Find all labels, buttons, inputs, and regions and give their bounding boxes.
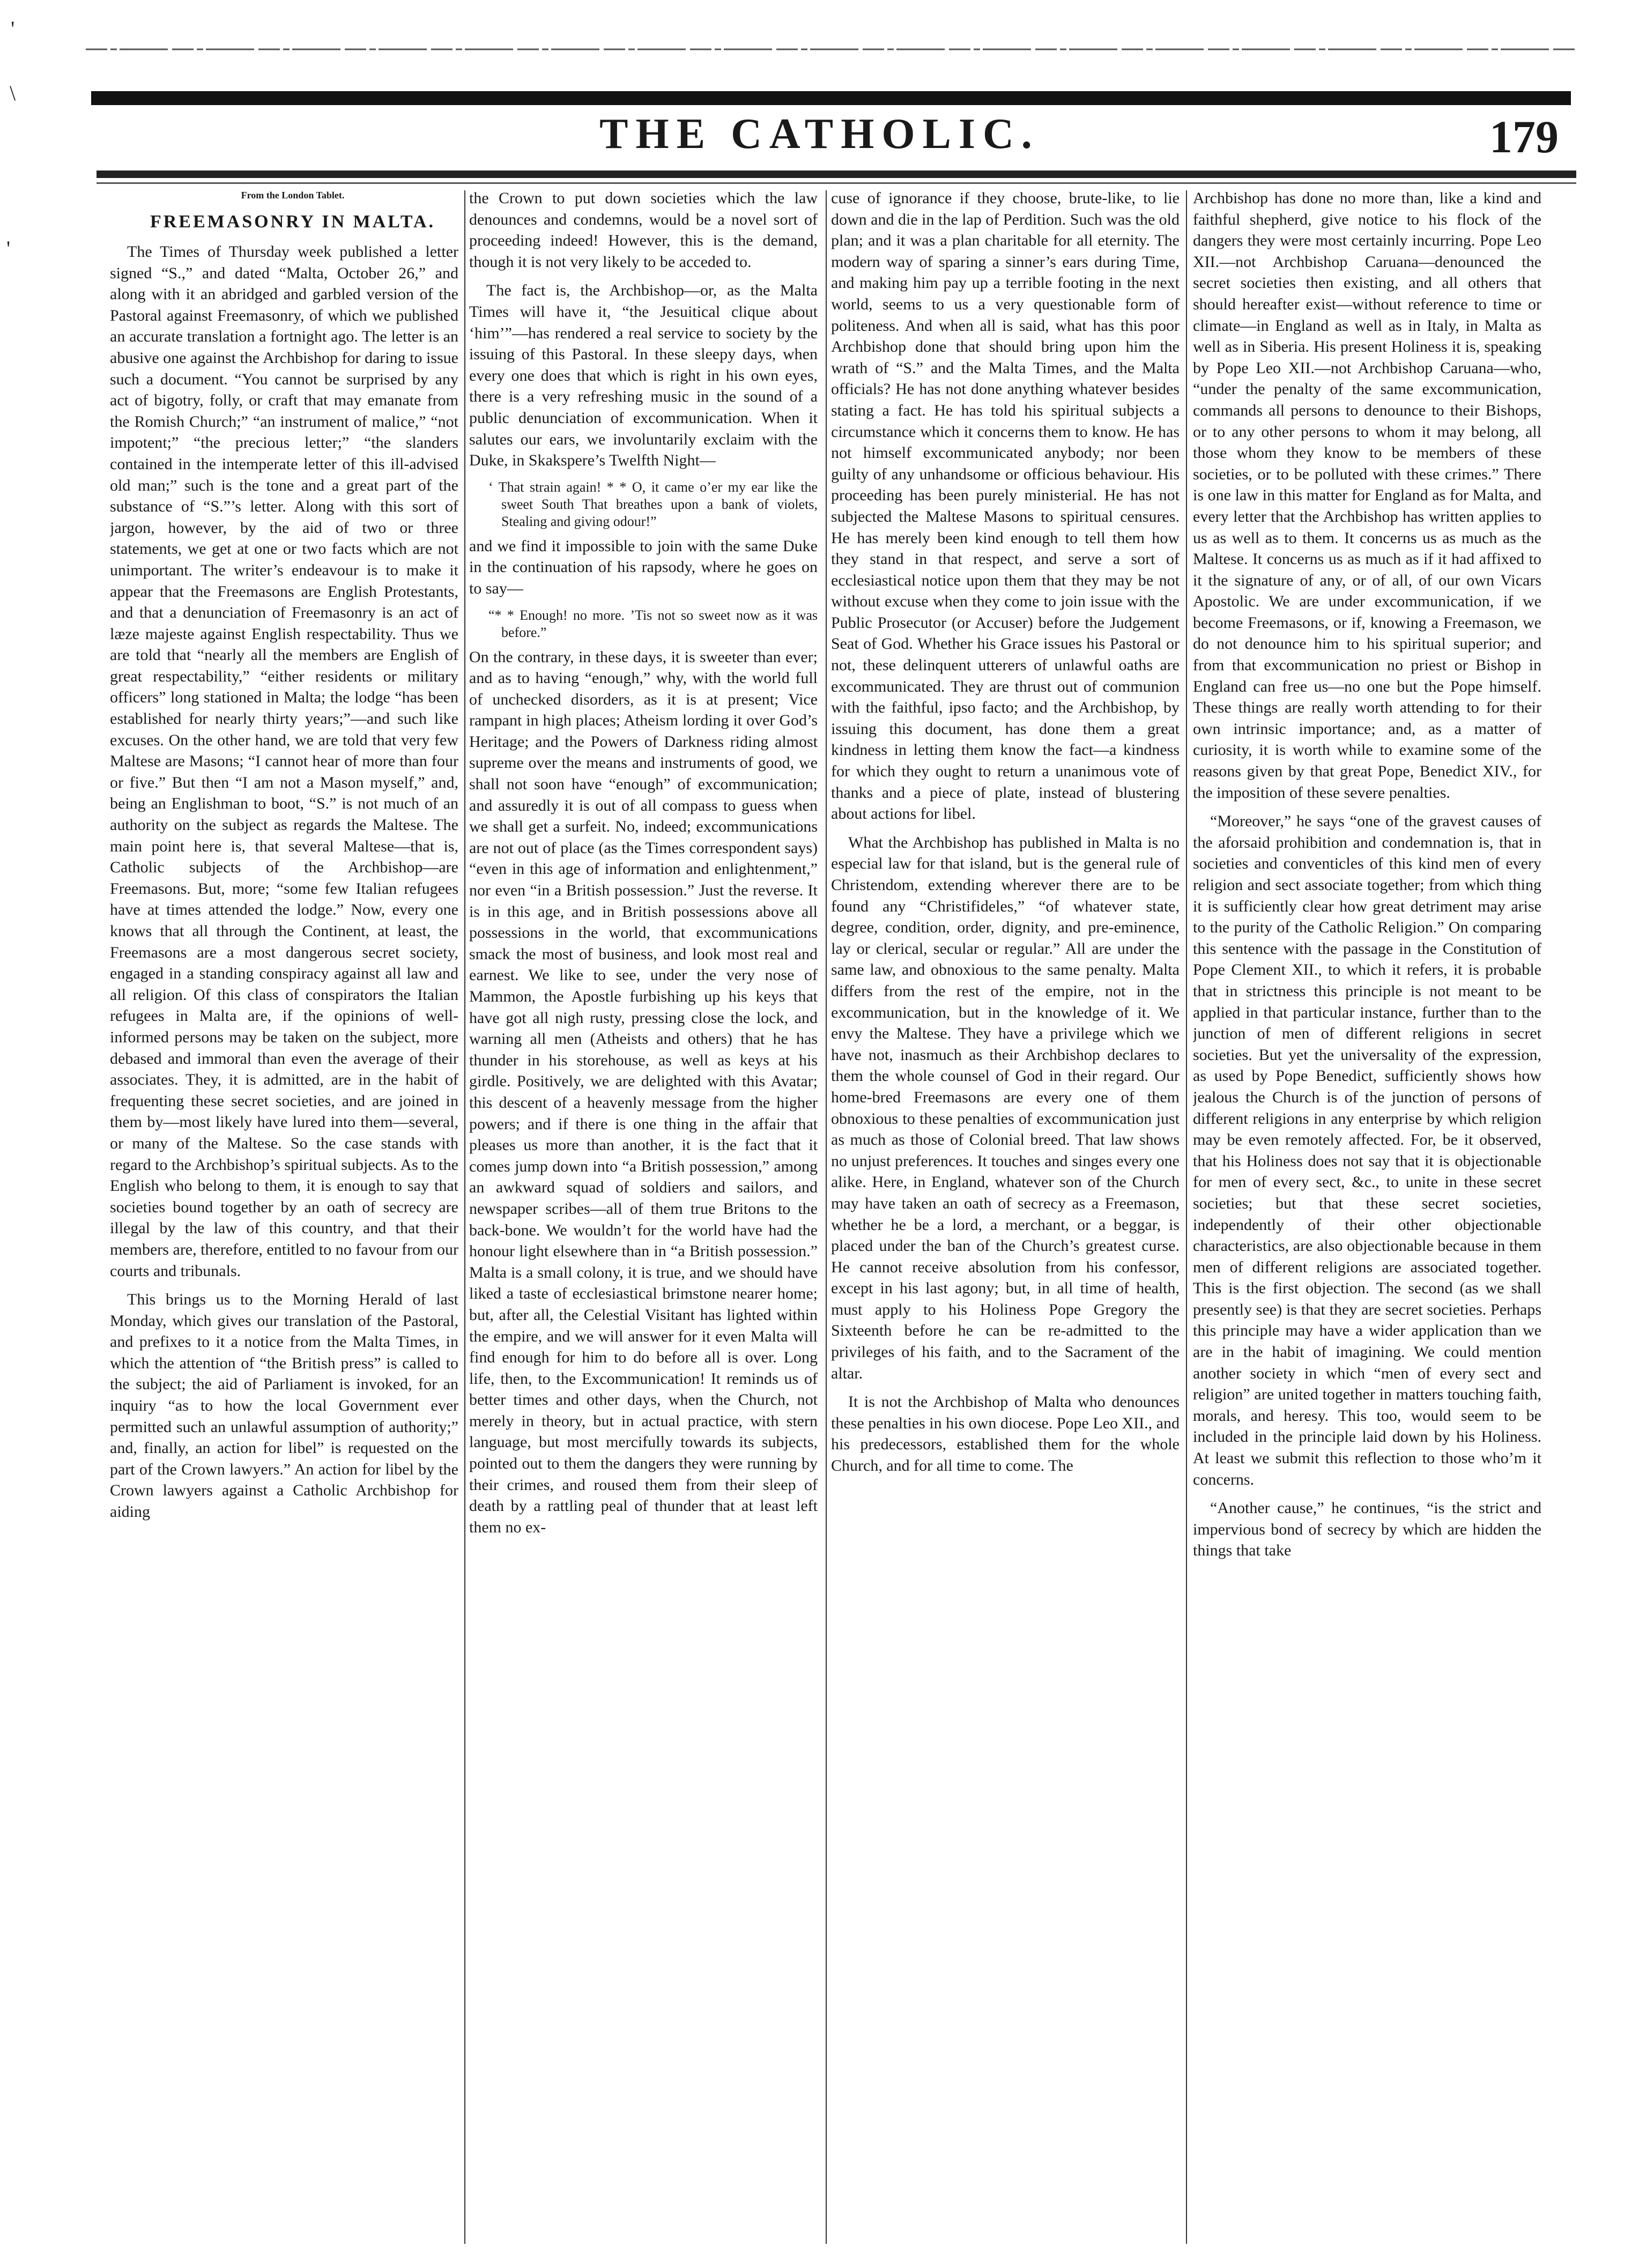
verse-quote: ‘ That strain again! * * O, it came o’er my ear like the sweet South That breathes upon a bank of violets, Stealing and giving odour!” (488, 479, 818, 529)
article-body (110, 188, 1595, 2247)
article-headline: FREEMASONRY IN MALTA. (150, 212, 436, 232)
verse-quote: “* * Enough! no more. ’Tis not so sweet now as it was before.” (488, 607, 818, 640)
top-thick-rule (91, 91, 1571, 105)
paragraph: On the contrary, in these days, it is sweeter than ever; and as to having “enough,” why, with the world full of unchecked disorders, as it is at present; Vice rampant in high places; Atheism lording it over God’s Heritage; and the Powers of Darkness riding almost supreme over the means and instruments of good, we shall not soon have “enough” of excommunication; and assuredly it is out of all compass to guess when we shall get a surfeit. No, indeed; excommunications are not out of place (as the Times correspondent says) “even in this age of information and enlightenment,” nor even “in a British possession.” Just the reverse. It is in this age, and in British possessions above all possessions in the world, that excommunications smack the most of business, and look most real and earnest. We like to see, under the very nose of Mammon, the Apostle furbishing up his keys that have got all nigh rusty, pressing close the lock, and warning all men (Atheists and others) that he has thunder in his storehouse, as well as keys at his girdle. Positively, we are delighted with this Avatar; this descent of a heavenly message from the higher powers; and if there is one thing in the affair that pleases us more than another, it is the fact that it comes jump down into “a British possession,” among an awkward squad of soldiers and sailors, and newspaper scribes—all of them true Britons to the back-bone. We wouldn’t for the world have had the honour light elsewhere than in “a British possession.” Malta is a small colony, it is true, and we should have liked a taste of ecclesiastical brimstone nearer home; but, after all, the Celestial Visitant has lighted within the empire, and we will answer for it even Malta will find enough for him to do before all is over. Long life, then, to the Excommunication! It reminds us of better times and other days, when the Church, not merely in theory, but in actual practice, with stern language, but most mercifully towards its subjects, pointed out to them the dangers they were running by their crimes, and roused them from their sleep of death by a rattling peal of thunder that at least left them no ex- (469, 648, 818, 1536)
paragraph: The Times of Thursday week published a letter signed “S.,” and dated “Malta, October 26,” and along with it an abridged and garbled version of the Pastoral against Freemasonry, of which we published an accurate translation a fortnight ago. The letter is an abusive one against the Archbishop for daring to issue such a document. “You cannot be surprised by any act of bigotry, folly, or craft that may emanate from the Romish Church;” “an instrument of malice,” “not impotent;” “the precious letter;” “the slanders contained in the intemperate letter of this ill-advised old man;” such is the tone and a great part of the substance of “S.”’s letter. Along with this sort of jargon, however, by the aid of two or three statements, we get at one or two facts which are not unimportant. The writer’s endeavour is to make it appear that the Freemasons are English Protestants, and that a denunciation of Freemasonry is an act of læze majeste against English respectability. Thus we are told that “nearly all the members are English of great respectability,” “either residents or military officers” long stationed in Malta; the lodge “has been established for nearly thirty years;”—and such like excuses. On the other hand, we are told that very few Maltese are Masons; “I cannot hear of more than four or five.” But then “I am not a Mason myself,” and, being an Englishman to boot, “S.” is not much of an authority on the subject as regards the Maltese. The main point here is, that several Maltese—that is, Catholic subjects of the Archbishop—are Freemasons. But, more; “some few Italian refugees have at times attended the lodge.” Now, every one knows that all through the Continent, at least, the Freemasons are a most dangerous secret society, engaged in a standing conspiracy against all law and all religion. Of this class of conspirators the Italian refugees in Malta are, if the opinions of well-informed persons may be taken on the subject, more debased and immoral than even the average of their associates. They, it is admitted, are in the habit of frequenting these secret societies, and are joined in them by—most likely have lured into them—several, or many of the Maltese. So the case stands with regard to the Archbishop’s spiritual subjects. As to the English who belong to them, it is enough to say that societies bound together by an oath of secrecy are illegal by the law of this country, and that their members are, therefore, entitled to no favour from our courts and tribunals. (110, 243, 458, 1280)
newspaper-title: THE CATHOLIC. (599, 110, 1040, 158)
column-1 (110, 188, 458, 2247)
column-2 (469, 188, 818, 2247)
paragraph: This brings us to the Morning Herald of last Monday, which gives our translation of the Pastoral, and prefixes to it a notice from the Malta Times, in which the attention of “the British press” is called to the subject; the aid of Parliament is invoked, for an inquiry “as to how the local Government ever permitted such an unlawful assumption of authority;” and, finally, an action for libel” is requested on the part of the Crown lawyers.” An action for libel by the Crown lawyers against a Catholic Archbishop for aiding (110, 1291, 458, 1521)
masthead-thin-rule (97, 182, 1576, 184)
paragraph: “Another cause,” he continues, “is the strict and impervious bond of secrecy by which are hidden the things that take (1193, 1499, 1541, 1560)
masthead (0, 110, 1639, 169)
margin-mark: ' (6, 236, 11, 261)
paragraph: What the Archbishop has published in Malta is no especial law for that island, but is the general rule of Christendom, extending wherever there are to be found any “Christifideles,” “of whatever state, degree, condition, order, dignity, and pre-eminence, lay or clerical, secular or regular.” All are under the same law, and obnoxious to the same penalty. Malta differs from the rest of the empire, not in the excommunication, but in the knowledge of it. We envy the Maltese. They have a privilege which we have not, inasmuch as their Archbishop declares to them the whole counsel of God in their regard. Our home-bred Freemasons are every one of them obnoxious to these penalties of excommunication just as much as those of Colonial breed. That law shows no unjust preferences. It touches and singes every one alike. Here, in England, whatever son of the Church may have taken an oath of secrecy as a Freemason, whether he be a lord, a merchant, or a beggar, is placed under the ban of the Church’s greatest curse. He cannot receive absolution from his confessor, except in his last agony; but, in all time of health, must apply to his Holiness Pope Gregory the Sixteenth before he can be re-admitted to the privileges of his faith, and to the Sacrament of the altar. (831, 833, 1180, 1382)
source-attribution: From the London Tablet. (241, 190, 345, 201)
column-3 (831, 188, 1180, 2247)
paragraph: “Moreover,” he says “one of the gravest causes of the aforsaid prohibition and condemnation is, that in societies and conventicles of this kind men of every religion and sect associate together; from which thing it is sufficiently clear how great detriment may arise to the purity of the Catholic Religion.” On comparing this sentence with the passage in the Constitution of Pope Clement XII., to which it refers, it is probable that in strictness this principle is not meant to be applied in that particular instance, further than to the junction of men of different religions in secret societies. But yet the universality of the expression, as used by Pope Benedict, sufficiently shows how jealous the Church is of the junction of persons of different religions in any enterprise by which religion may be even remotely affected. For, be it observed, that his Holiness does not say that it is objectionable for men of every sect, &c., to unite in these secret societies; but that these secret societies, independently of their other objectionable characteristics, are also objectionable because in them men of different religions are associated together. This is the first objection. The second (as we shall presently see) is that they are secret societies. Perhaps this principle may have a wider application than we are in the habit of imagining. We could mention another society in which “men of every sect and religion” are united together in matters touching faith, morals, and heresy. This too, would seem to be included in the principle laid down by his Holiness. At least we submit this reflection to those who’m it concerns. (1193, 812, 1541, 1488)
paragraph: cuse of ignorance if they choose, brute-like, to lie down and die in the lap of Perdition. Such was the old plan; and it was a plan charitable for all eternity. The modern way of sparing a sinner’s ears during Time, and making him pay up a terrible footing in the next world, seems to us a very questionable form of politeness. And when all is said, what has this poor Archbishop done that should bring upon him the wrath of “S.” and the Malta Times, and the Malta officials? He has not done anything whatever besides stating a fact. He has told his spiritual subjects a circumstance which it concerns them to know. He has not himself excommunicated anybody; nor been guilty of any unhandsome or officious behaviour. His proceeding has been purely ministerial. He has not subjected the Maltese Masons to spiritual censures. He has merely been kind enough to tell them how they stand in that respect, and serve a sort of ecclesiastical notice upon them that they may be not without excuse when they come to join issue with the Public Prosecutor (or Accuser) before the Judgement Seat of God. Whether his Grace issues his Pastoral or not, these delinquent utterers of unlawful oaths are excommunicated. They are thrust out of communion with the faithful, ipso facto; and the Archbishop, by issuing this document, has done them a great kindness in letting them know the fact—a kindness for which they ought to return a unanimous vote of thanks and a piece of plate, instead of blustering about actions for libel. (831, 189, 1180, 823)
paragraph: It is not the Archbishop of Malta who denounces these penalties in his own diocese. Pope Leo XII., and his predecessors, established them for the whole Church, and for all time to come. The (831, 1393, 1180, 1475)
paragraph: Archbishop has done no more than, like a kind and faithful shepherd, give notice to his flock of the dangers they were most certainly incurring. Pope Leo XII.—not Archbishop Caruana—denounced the secret societies then existing, and all others that should hereafter exist—without reference to time or climate—in England as well as in Italy, in Malta as well as in Siberia. His present Holiness it is, speaking by Pope Leo XII.—not Archbishop Caruana—who, “under the penalty of the same excommunication, commands all persons to denounce to their Bishops, or to any other persons to whom it may belong, all those whom they know to be members of these societies, or to be polluted with these crimes.” There is one law in this matter for England as for Malta, and every letter that the Archbishop has written applies to us as well as to them. It concerns us as much as the Maltese. It concerns us as much as if it had affixed to it the signature of any, or of all, of our own Vicars Apostolic. We are under excommunication, if we become Freemasons, or if, knowing a Freemason, we do not denounce him to his spiritual superior; and from that excommunication no priest or Bishop in England can free us—no one but the Pope himself. These things are really worth attending to for their own intrinsic importance; and, as a matter of curiosity, it is worth while to examine some of the reasons given by that great Pope, Benedict XIV., for the imposition of these severe penalties. (1193, 189, 1541, 802)
paragraph: The fact is, the Archbishop—or, as the Malta Times will have it, “the Jesuitical clique about ‘him’”—has rendered a real service to society by the issuing of this Pastoral. In these sleepy days, when every one does that which is right in his own eyes, there is a very refreshing music in the sound of a public denunciation of excommunication. When it salutes our ears, we involuntarily exclaim with the Duke, in Skakspere’s Twelfth Night— (469, 281, 818, 470)
scratched-header-line (86, 43, 1576, 56)
margin-mark: \ (10, 81, 16, 105)
paragraph: and we find it impossible to join with the same Duke in the continuation of his rapsody, where he goes on to say— (469, 537, 818, 597)
margin-mark: ' (11, 17, 15, 41)
column-4 (1193, 188, 1541, 2247)
paragraph: the Crown to put down societies which the law denounces and condemns, would be a novel sort of proceeding indeed! However, this is the demand, though it is not very likely to be acceded to. (469, 189, 818, 271)
page-number: 179 (1489, 111, 1559, 162)
masthead-rule (97, 171, 1576, 178)
